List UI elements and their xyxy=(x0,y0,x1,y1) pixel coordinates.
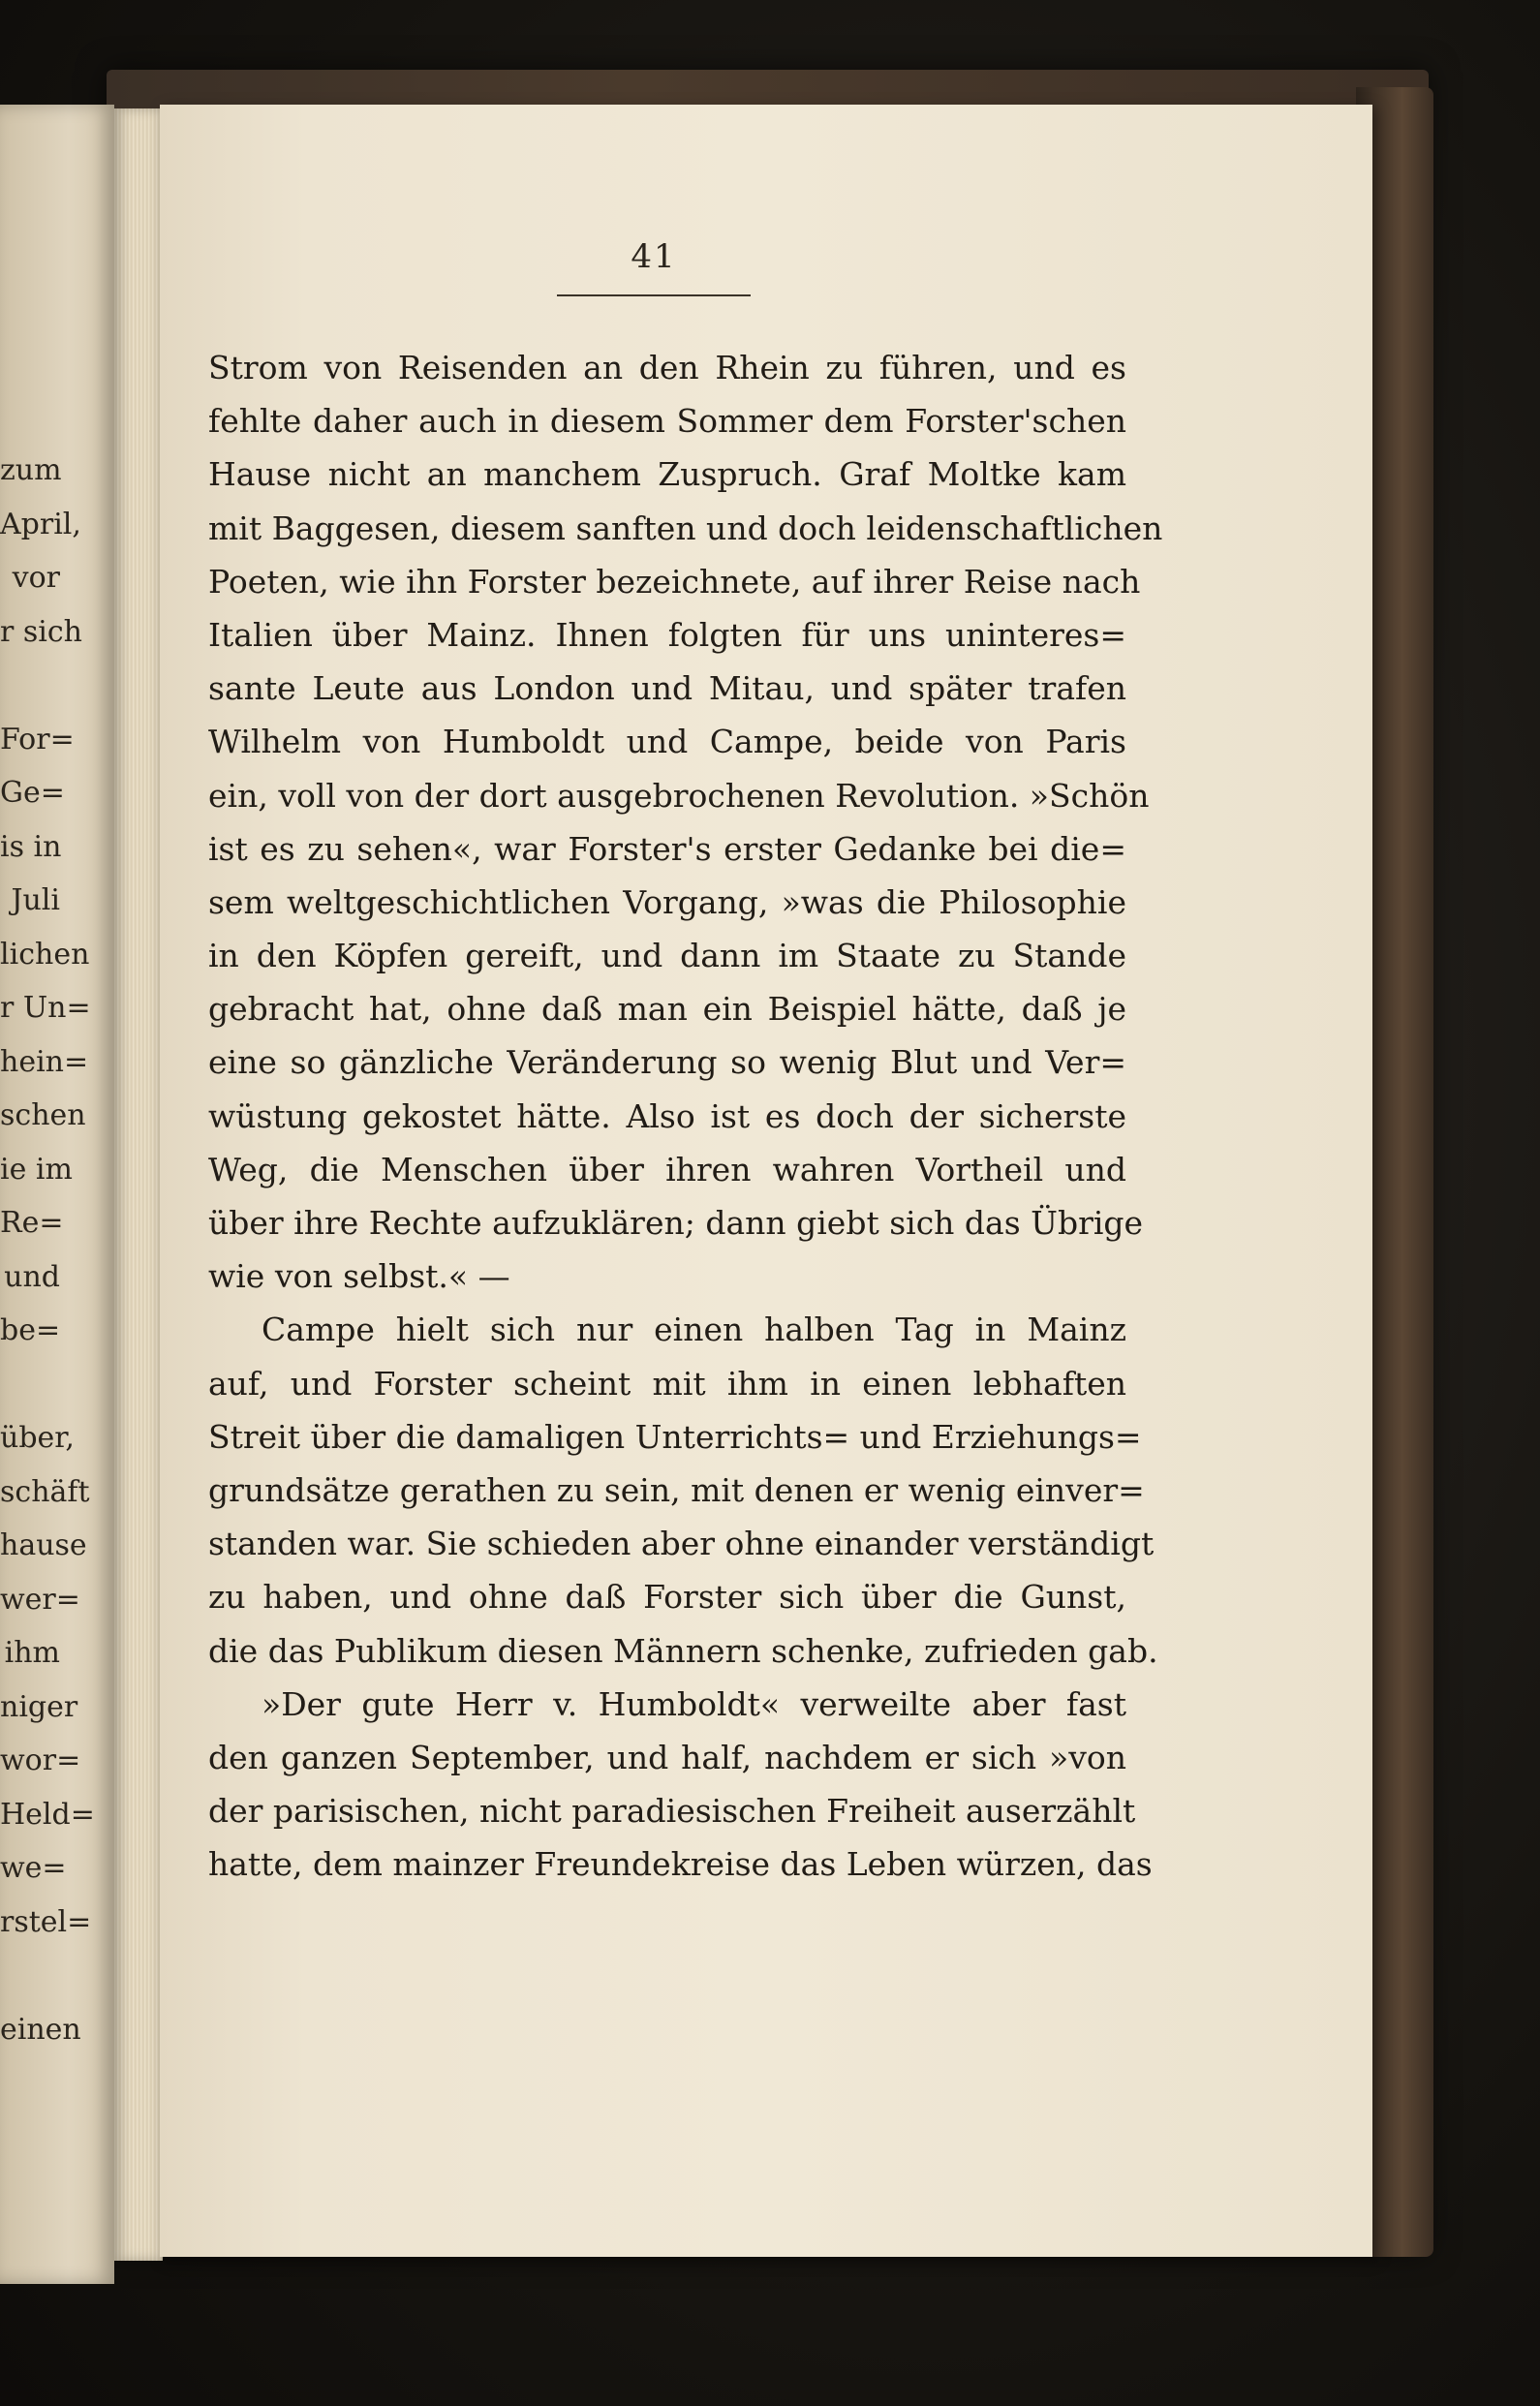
text-line: ist es zu sehen«, war Forster's erster Gedanke bei die= xyxy=(208,829,1126,868)
left-page xyxy=(0,105,114,2284)
text-line: wüstung gekostet hätte. Also ist es doch der sicherste xyxy=(208,1096,1126,1135)
left-fragment: wer= xyxy=(0,1582,80,1617)
text-line: sem weltgeschichtlichen Vorgang, »was die Philosophie xyxy=(208,882,1126,921)
text-line: gebracht hat, ohne daß man ein Beispiel hätte, daß je xyxy=(208,990,1126,1029)
text-line: sante Leute aus London und Mitau, und später trafen xyxy=(208,669,1126,708)
left-fragment xyxy=(0,659,60,713)
text-line: wie von selbst.« — xyxy=(208,1257,510,1296)
left-fragment: hause xyxy=(0,1528,87,1562)
left-fragment: is in xyxy=(0,829,62,864)
text-line: Poeten, wie ihn Forster bezeichnete, auf ihrer Reise nach xyxy=(208,562,1141,601)
left-fragment: einen xyxy=(0,2012,81,2047)
left-fragment: r Un= xyxy=(0,991,91,1025)
left-fragment xyxy=(0,1358,60,1412)
left-fragment: wor= xyxy=(0,1743,81,1777)
page-stack-edges xyxy=(114,108,163,2261)
left-fragment: Re= xyxy=(0,1206,64,1240)
left-fragment: r sich xyxy=(0,614,82,649)
left-fragment: Ge= xyxy=(0,776,65,810)
left-page-text xyxy=(0,444,95,2056)
page-number: 41 xyxy=(631,237,677,276)
text-line: eine so gänzliche Veränderung so wenig Blut und Ver= xyxy=(208,1043,1126,1082)
text-line: Wilhelm von Humboldt und Campe, beide von Paris xyxy=(208,723,1126,761)
left-fragment: lichen xyxy=(0,937,90,972)
left-fragment: ihm xyxy=(4,1636,60,1670)
left-fragment: Juli xyxy=(11,883,60,917)
left-fragment: be= xyxy=(0,1313,61,1347)
text-line: der parisischen, nicht paradiesischen Freiheit auserzählt xyxy=(208,1792,1136,1831)
text-line: standen war. Sie schieden aber ohne einander verständigt xyxy=(208,1525,1155,1563)
left-fragment: schäft xyxy=(0,1474,90,1509)
text-line: Italien über Mainz. Ihnen folgten für uns uninteres= xyxy=(208,615,1126,654)
text-line: Campe hielt sich nur einen halben Tag in Mainz xyxy=(262,1311,1126,1349)
text-line: mit Baggesen, diesem sanften und doch leidenschaftlichen xyxy=(208,509,1163,547)
text-line: über ihre Rechte aufzuklären; dann giebt sich das Übrige xyxy=(208,1204,1144,1242)
left-fragment: hein= xyxy=(0,1044,89,1079)
left-fragment xyxy=(0,1949,60,2003)
left-fragment: April, xyxy=(0,507,81,541)
left-fragment: For= xyxy=(0,722,75,756)
text-line: fehlte daher auch in diesem Sommer dem Forster'schen xyxy=(208,402,1126,441)
text-line: auf, und Forster scheint mit ihm in einen lebhaften xyxy=(208,1364,1126,1403)
text-line: die das Publikum diesen Männern schenke, zufrieden gab. xyxy=(208,1631,1158,1670)
left-fragment: niger xyxy=(0,1689,78,1724)
text-line: grundsätze gerathen zu sein, mit denen er wenig einver= xyxy=(208,1470,1145,1509)
left-fragment: vor xyxy=(12,561,60,595)
left-fragment: Held= xyxy=(0,1797,95,1832)
text-line: hatte, dem mainzer Freundekreise das Leben würzen, das xyxy=(208,1845,1153,1884)
text-line: den ganzen September, und half, nachdem er sich »von xyxy=(208,1738,1126,1776)
left-fragment: schen xyxy=(0,1098,86,1132)
left-fragment: rstel= xyxy=(0,1904,92,1939)
header-rule xyxy=(557,294,751,296)
left-fragment: und xyxy=(4,1259,60,1294)
left-fragment: zum xyxy=(0,453,62,487)
left-fragment: über, xyxy=(0,1421,75,1455)
text-line: Hause nicht an manchem Zuspruch. Graf Moltke kam xyxy=(208,455,1126,494)
text-line: Strom von Reisenden an den Rhein zu führen, und es xyxy=(208,349,1126,386)
text-line: zu haben, und ohne daß Forster sich über die Gunst, xyxy=(208,1578,1126,1617)
body-text xyxy=(208,341,1163,1891)
text-line: »Der gute Herr v. Humboldt« verweilte aber fast xyxy=(262,1684,1126,1723)
left-fragment: ie im xyxy=(0,1152,73,1187)
text-line: Weg, die Menschen über ihren wahren Vortheil und xyxy=(208,1150,1126,1188)
text-line: Streit über die damaligen Unterrichts= und Erziehungs= xyxy=(208,1417,1142,1456)
text-line: in den Köpfen gereift, und dann im Staate zu Stande xyxy=(208,937,1126,975)
text-line: ein, voll von der dort ausgebrochenen Revolution. »Schön xyxy=(208,776,1150,815)
left-fragment: we= xyxy=(0,1851,67,1885)
